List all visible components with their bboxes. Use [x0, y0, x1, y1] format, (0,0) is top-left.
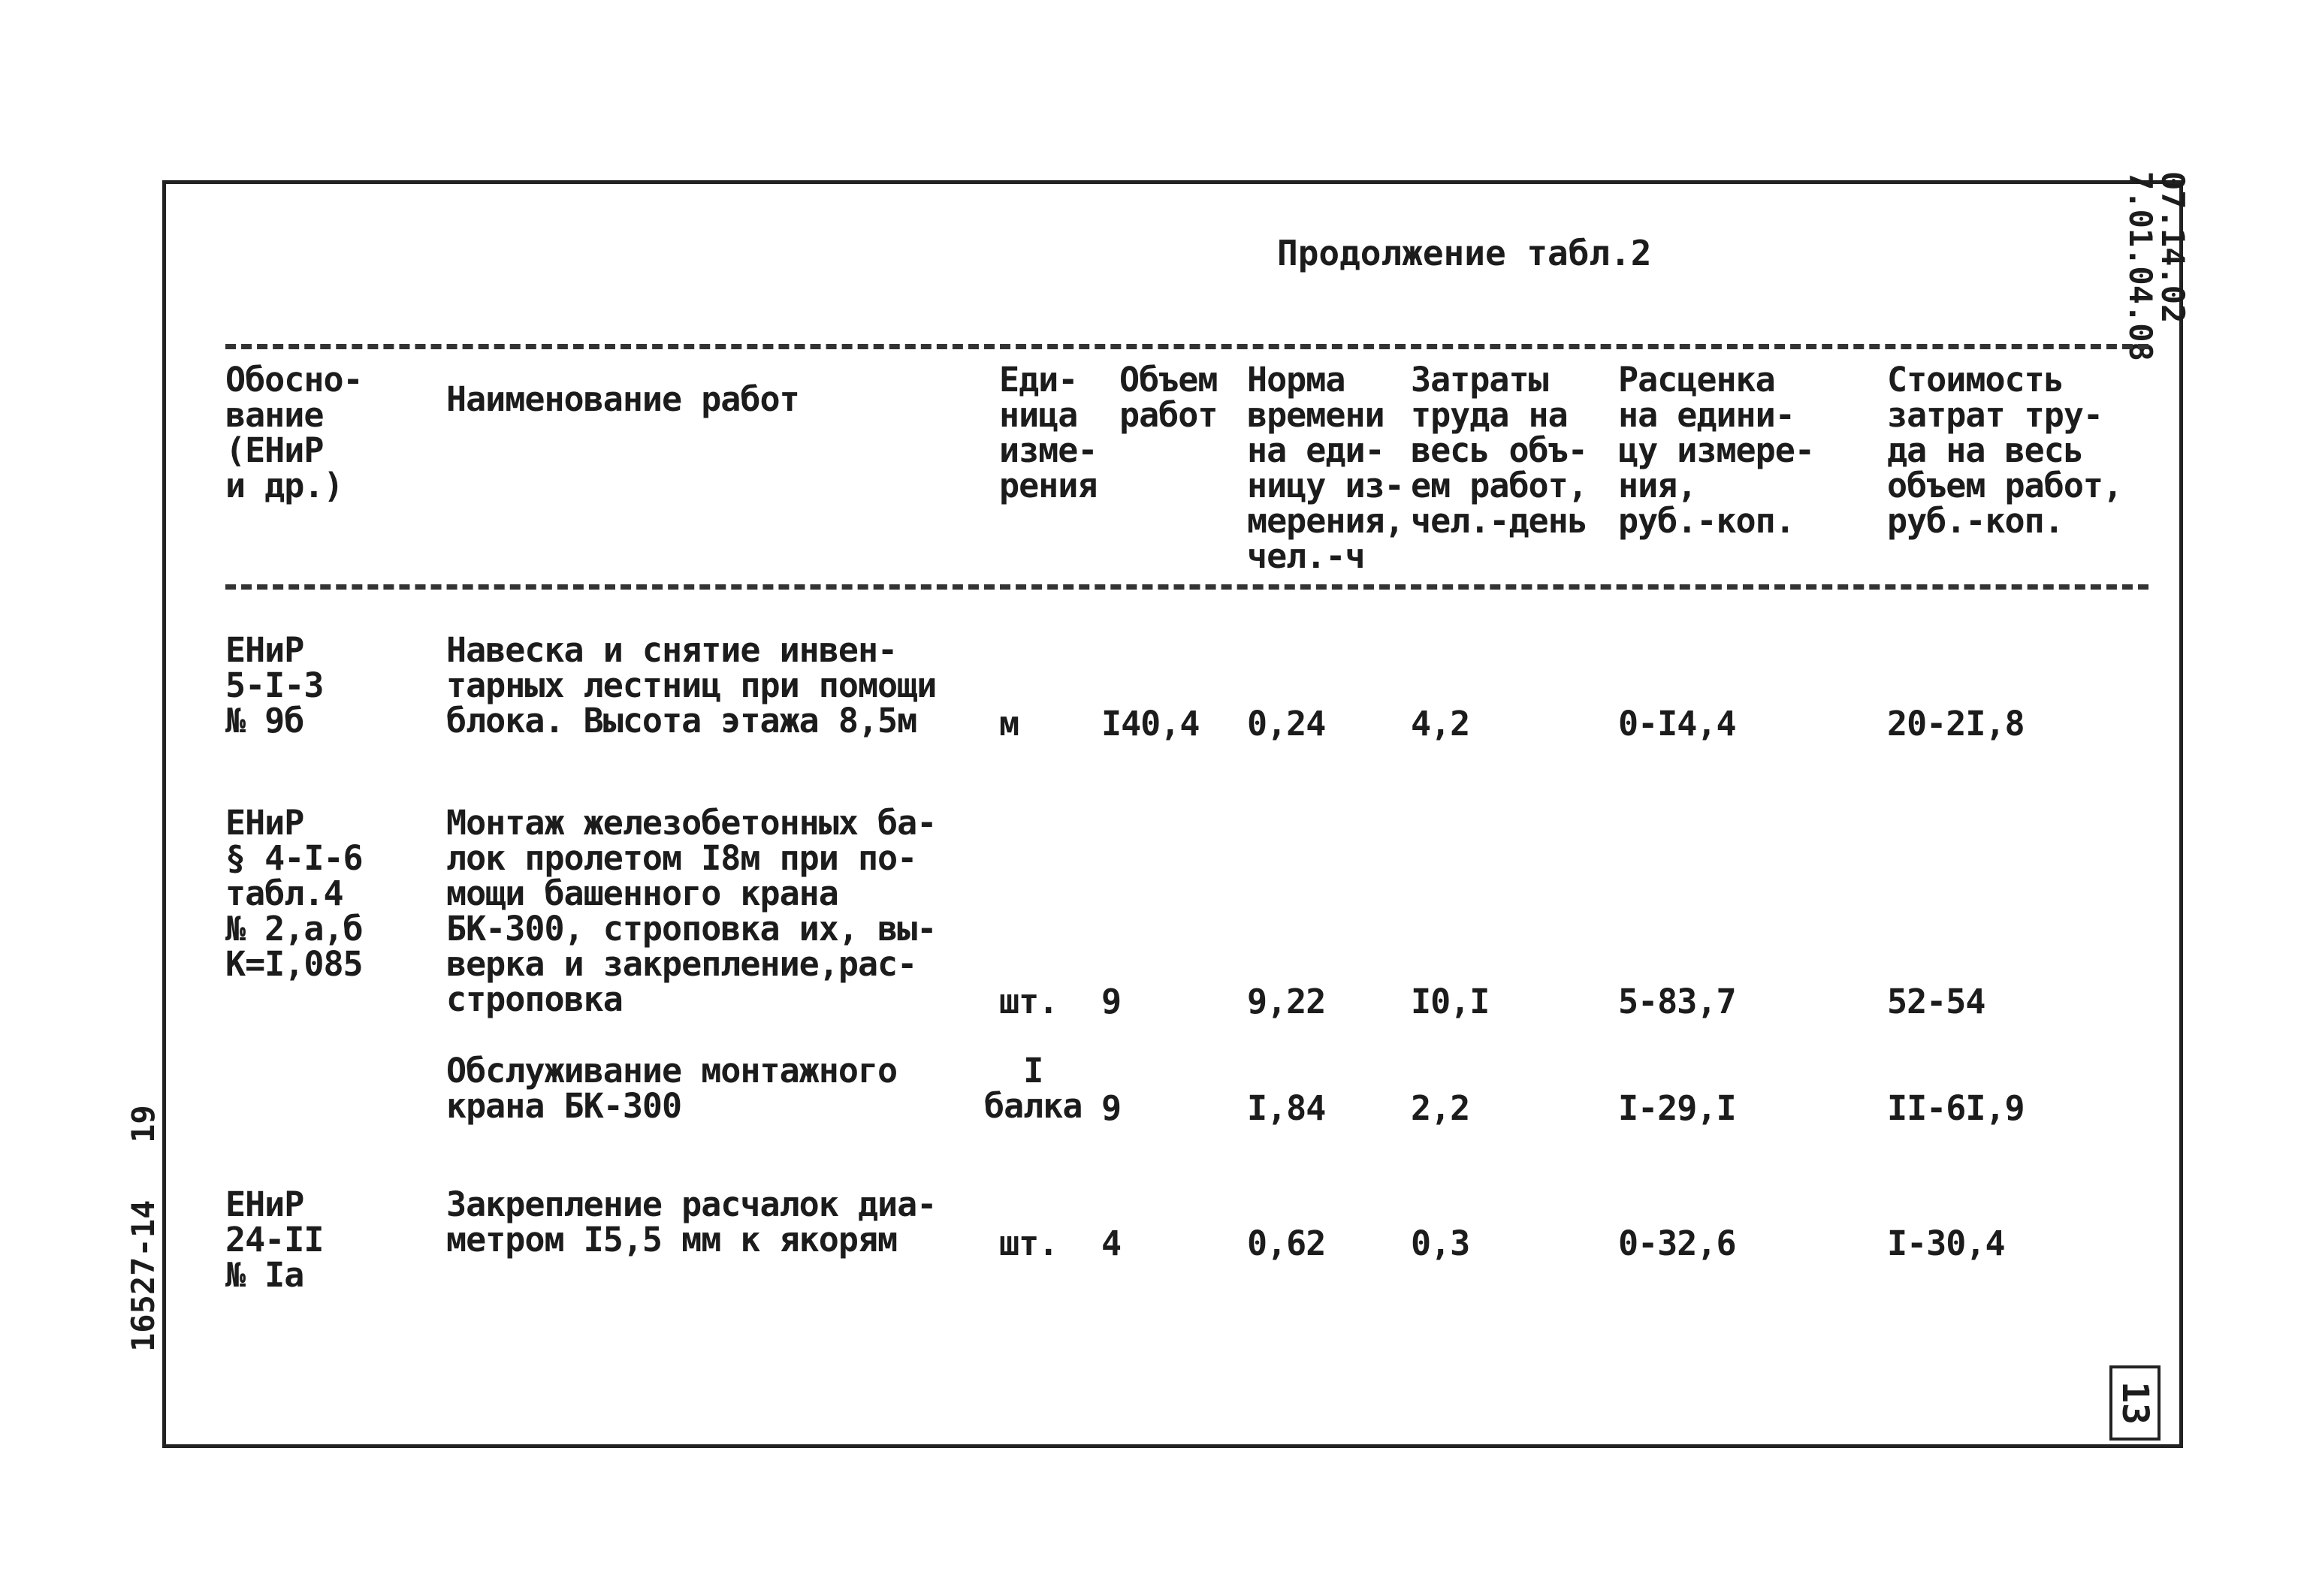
corner-code-2: 7.01.04.08	[2122, 171, 2159, 361]
row3-cost: II-6I,9	[1887, 1088, 2025, 1128]
header-bottom-rule	[225, 584, 2148, 590]
row2-cost: 52-54	[1887, 982, 1985, 1021]
margin-note: 16527-14 19	[125, 1105, 162, 1352]
row3-work: Обслуживание монтажного крана БК-300	[446, 1051, 898, 1126]
row2-rate: 5-83,7	[1618, 982, 1736, 1021]
row3-norm: I,84	[1247, 1088, 1326, 1128]
header-work-name: Наименование работ	[446, 379, 799, 419]
row4-labor: 0,3	[1411, 1223, 1470, 1263]
row1-cost: 20-2I,8	[1887, 704, 2025, 744]
page-number-box	[2109, 1365, 2161, 1441]
header-labor: Затраты труда на весь объ- ем работ, чел.-день	[1411, 360, 1587, 541]
row3-rate: I-29,I	[1618, 1088, 1736, 1128]
header-norm: Норма времени на еди- ницу из- мерения, чел.-ч	[1247, 360, 1404, 576]
corner-code-1: 07.14.02	[2155, 171, 2191, 324]
row2-unit: шт.	[999, 982, 1058, 1021]
row2-volume: 9	[1101, 982, 1122, 1021]
row3-unit: I балка	[984, 1051, 1083, 1126]
header-cost: Стоимость затрат тру- да на весь объем работ, руб.-коп.	[1887, 360, 2123, 541]
row1-labor: 4,2	[1411, 704, 1470, 744]
row4-unit: шт.	[999, 1223, 1058, 1263]
row4-rate: 0-32,6	[1618, 1223, 1736, 1263]
header-volume: Объем работ	[1119, 360, 1218, 435]
header-top-rule	[225, 344, 2148, 349]
header-rate: Расценка на едини- цу измере- ния, руб.-коп.	[1618, 360, 1814, 541]
row1-unit: м	[999, 704, 1019, 744]
row3-labor: 2,2	[1411, 1088, 1470, 1128]
row4-norm: 0,62	[1247, 1223, 1326, 1263]
header-unit: Еди- ница изме- рения	[999, 360, 1098, 505]
row2-work: Монтаж железобетонных ба- лок пролетом I8м при по- мощи башенного крана БК-300, строповка их, вы- верка и закрепление,рас- строповка	[446, 803, 937, 1019]
row1-rate: 0-I4,4	[1618, 704, 1736, 744]
row2-labor: I0,I	[1411, 982, 1490, 1021]
header-basis: Обосно- вание (ЕНиР и др.)	[225, 360, 363, 505]
row3-volume: 9	[1101, 1088, 1122, 1128]
row2-basis: ЕНиР § 4-I-6 табл.4 № 2,а,б К=I,085	[225, 803, 363, 984]
row4-work: Закрепление расчалок диа- метром I5,5 мм к якорям	[446, 1184, 937, 1260]
row4-volume: 4	[1101, 1223, 1122, 1263]
page-number: 13	[2114, 1381, 2156, 1425]
row4-basis: ЕНиР 24-II № Iа	[225, 1184, 324, 1295]
row1-basis: ЕНиР 5-I-3 № 9б	[225, 630, 324, 741]
row1-work: Навеска и снятие инвен- тарных лестниц при помощи блока. Высота этажа 8,5м	[446, 630, 937, 741]
row1-norm: 0,24	[1247, 704, 1326, 744]
row4-cost: I-30,4	[1887, 1223, 2005, 1263]
row2-norm: 9,22	[1247, 982, 1326, 1021]
row1-volume: I40,4	[1101, 704, 1200, 744]
table-continuation-title: Продолжение табл.2	[1277, 233, 1652, 273]
